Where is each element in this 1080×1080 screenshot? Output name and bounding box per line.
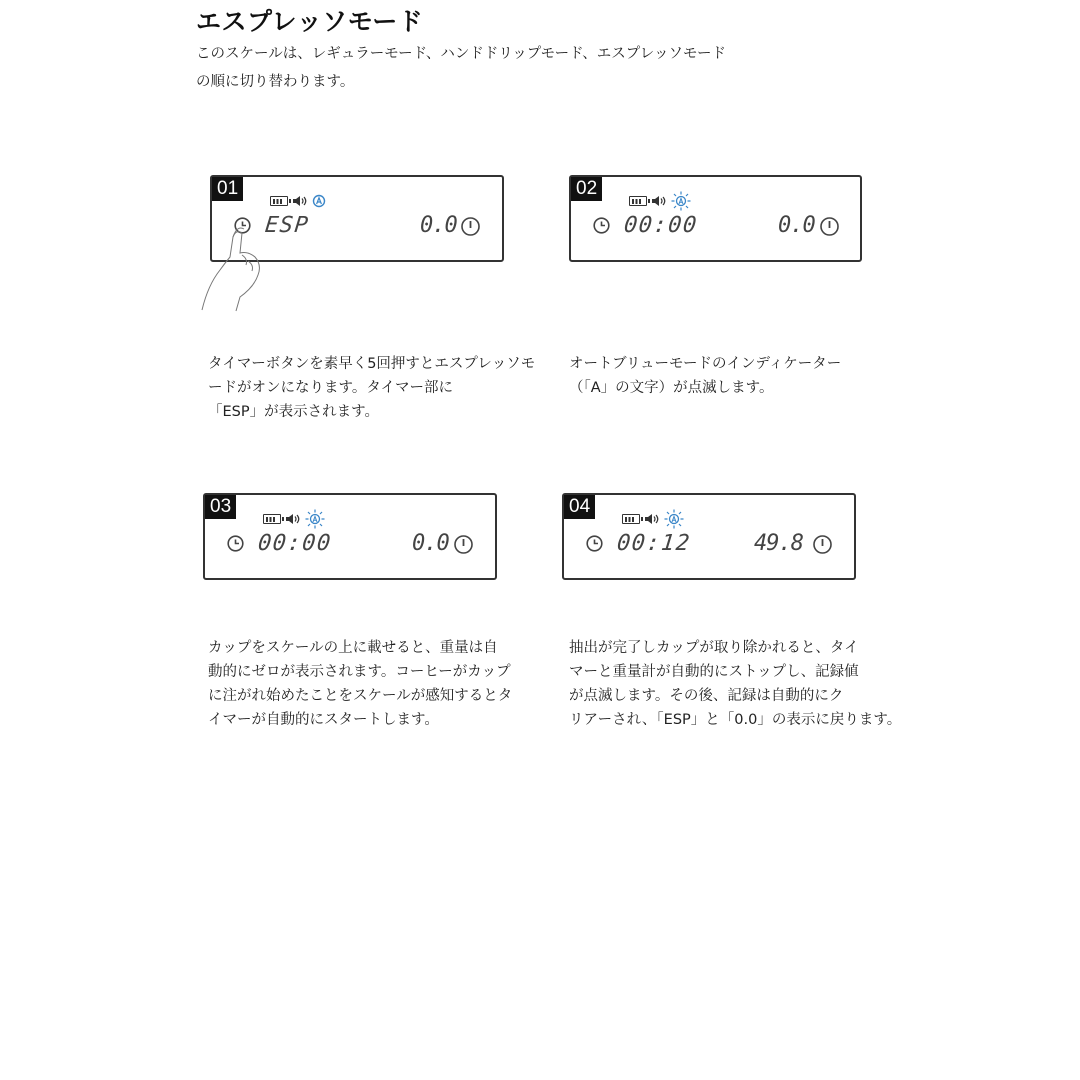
step-number-badge: 04 <box>564 495 595 519</box>
clock-icon <box>593 217 610 234</box>
weight-readout: 0.0 <box>420 213 457 238</box>
timer-power-icon <box>819 216 840 237</box>
weight-readout: 49.8 <box>754 531 803 556</box>
description-line: （「A」の文字）が点滅します。 <box>569 380 774 396</box>
status-icons <box>263 512 325 526</box>
description-line: に注がれ始めたことをスケールが感知するとタ <box>208 688 513 704</box>
auto-mode-a-blinking-icon <box>305 509 325 529</box>
step-number-badge: 02 <box>571 177 602 201</box>
status-icons <box>270 194 326 208</box>
scale-display <box>569 175 862 262</box>
description-line: マーと重量計が自動的にストップし、記録値 <box>569 664 859 680</box>
speaker-icon <box>292 195 308 207</box>
step-number-badge: 01 <box>212 177 243 201</box>
description-line: タイマーボタンを素早く5回押すとエスプレッソモ <box>208 356 536 372</box>
step-description <box>208 352 535 424</box>
speaker-icon <box>644 513 660 525</box>
battery-icon <box>622 514 640 524</box>
clock-icon <box>227 535 244 552</box>
step-number-badge: 03 <box>205 495 236 519</box>
description-line: ードがオンになります。タイマー部に <box>208 380 454 396</box>
step-03 <box>203 493 498 583</box>
battery-icon <box>270 196 288 206</box>
scale-display <box>562 493 856 580</box>
page-title: エスプレッソモード <box>196 7 424 36</box>
description-line: が点滅します。その後、記録は自動的にク <box>569 688 844 704</box>
step-04 <box>562 493 857 583</box>
timer-readout: 00:00 <box>622 213 700 238</box>
auto-mode-a-icon <box>312 194 326 208</box>
intro-line: このスケールは、レギュラーモード、ハンドドリップモード、エスプレッソモード <box>196 46 726 62</box>
timer-power-icon <box>812 534 833 555</box>
description-line: 動的にゼロが表示されます。コーヒーがカップ <box>208 664 511 680</box>
battery-icon <box>263 514 281 524</box>
description-line: 抽出が完了しカップが取り除かれると、タイ <box>569 640 859 656</box>
auto-mode-a-blinking-icon <box>671 191 691 211</box>
battery-icon <box>629 196 647 206</box>
scale-display <box>203 493 497 580</box>
description-line: リアーされ、「ESP」と「0.0」の表示に戻ります。 <box>569 712 902 728</box>
timer-power-icon <box>460 216 481 237</box>
auto-mode-a-blinking-icon <box>664 509 684 529</box>
description-line: カップをスケールの上に載せると、重量は自 <box>208 640 498 656</box>
status-icons <box>629 194 691 208</box>
clock-icon <box>586 535 603 552</box>
description-line: 「ESP」が表示されます。 <box>208 404 379 420</box>
step-description <box>569 636 901 732</box>
speaker-icon <box>651 195 667 207</box>
intro-line: の順に切り替わります。 <box>196 74 355 90</box>
status-icons <box>622 512 684 526</box>
weight-readout: 0.0 <box>412 531 449 556</box>
speaker-icon <box>285 513 301 525</box>
step-description <box>569 352 841 400</box>
intro-text <box>196 40 756 96</box>
step-02 <box>569 175 864 265</box>
timer-readout: 00:00 <box>256 531 334 556</box>
finger-press-icon <box>200 215 270 315</box>
description-line: オートブリューモードのインディケーター <box>569 356 842 372</box>
timer-power-icon <box>453 534 474 555</box>
weight-readout: 0.0 <box>778 213 815 238</box>
timer-readout: 00:12 <box>615 531 693 556</box>
description-line: イマーが自動的にスタートします。 <box>208 712 439 728</box>
step-description <box>208 636 512 732</box>
timer-readout: ESP <box>263 213 311 238</box>
